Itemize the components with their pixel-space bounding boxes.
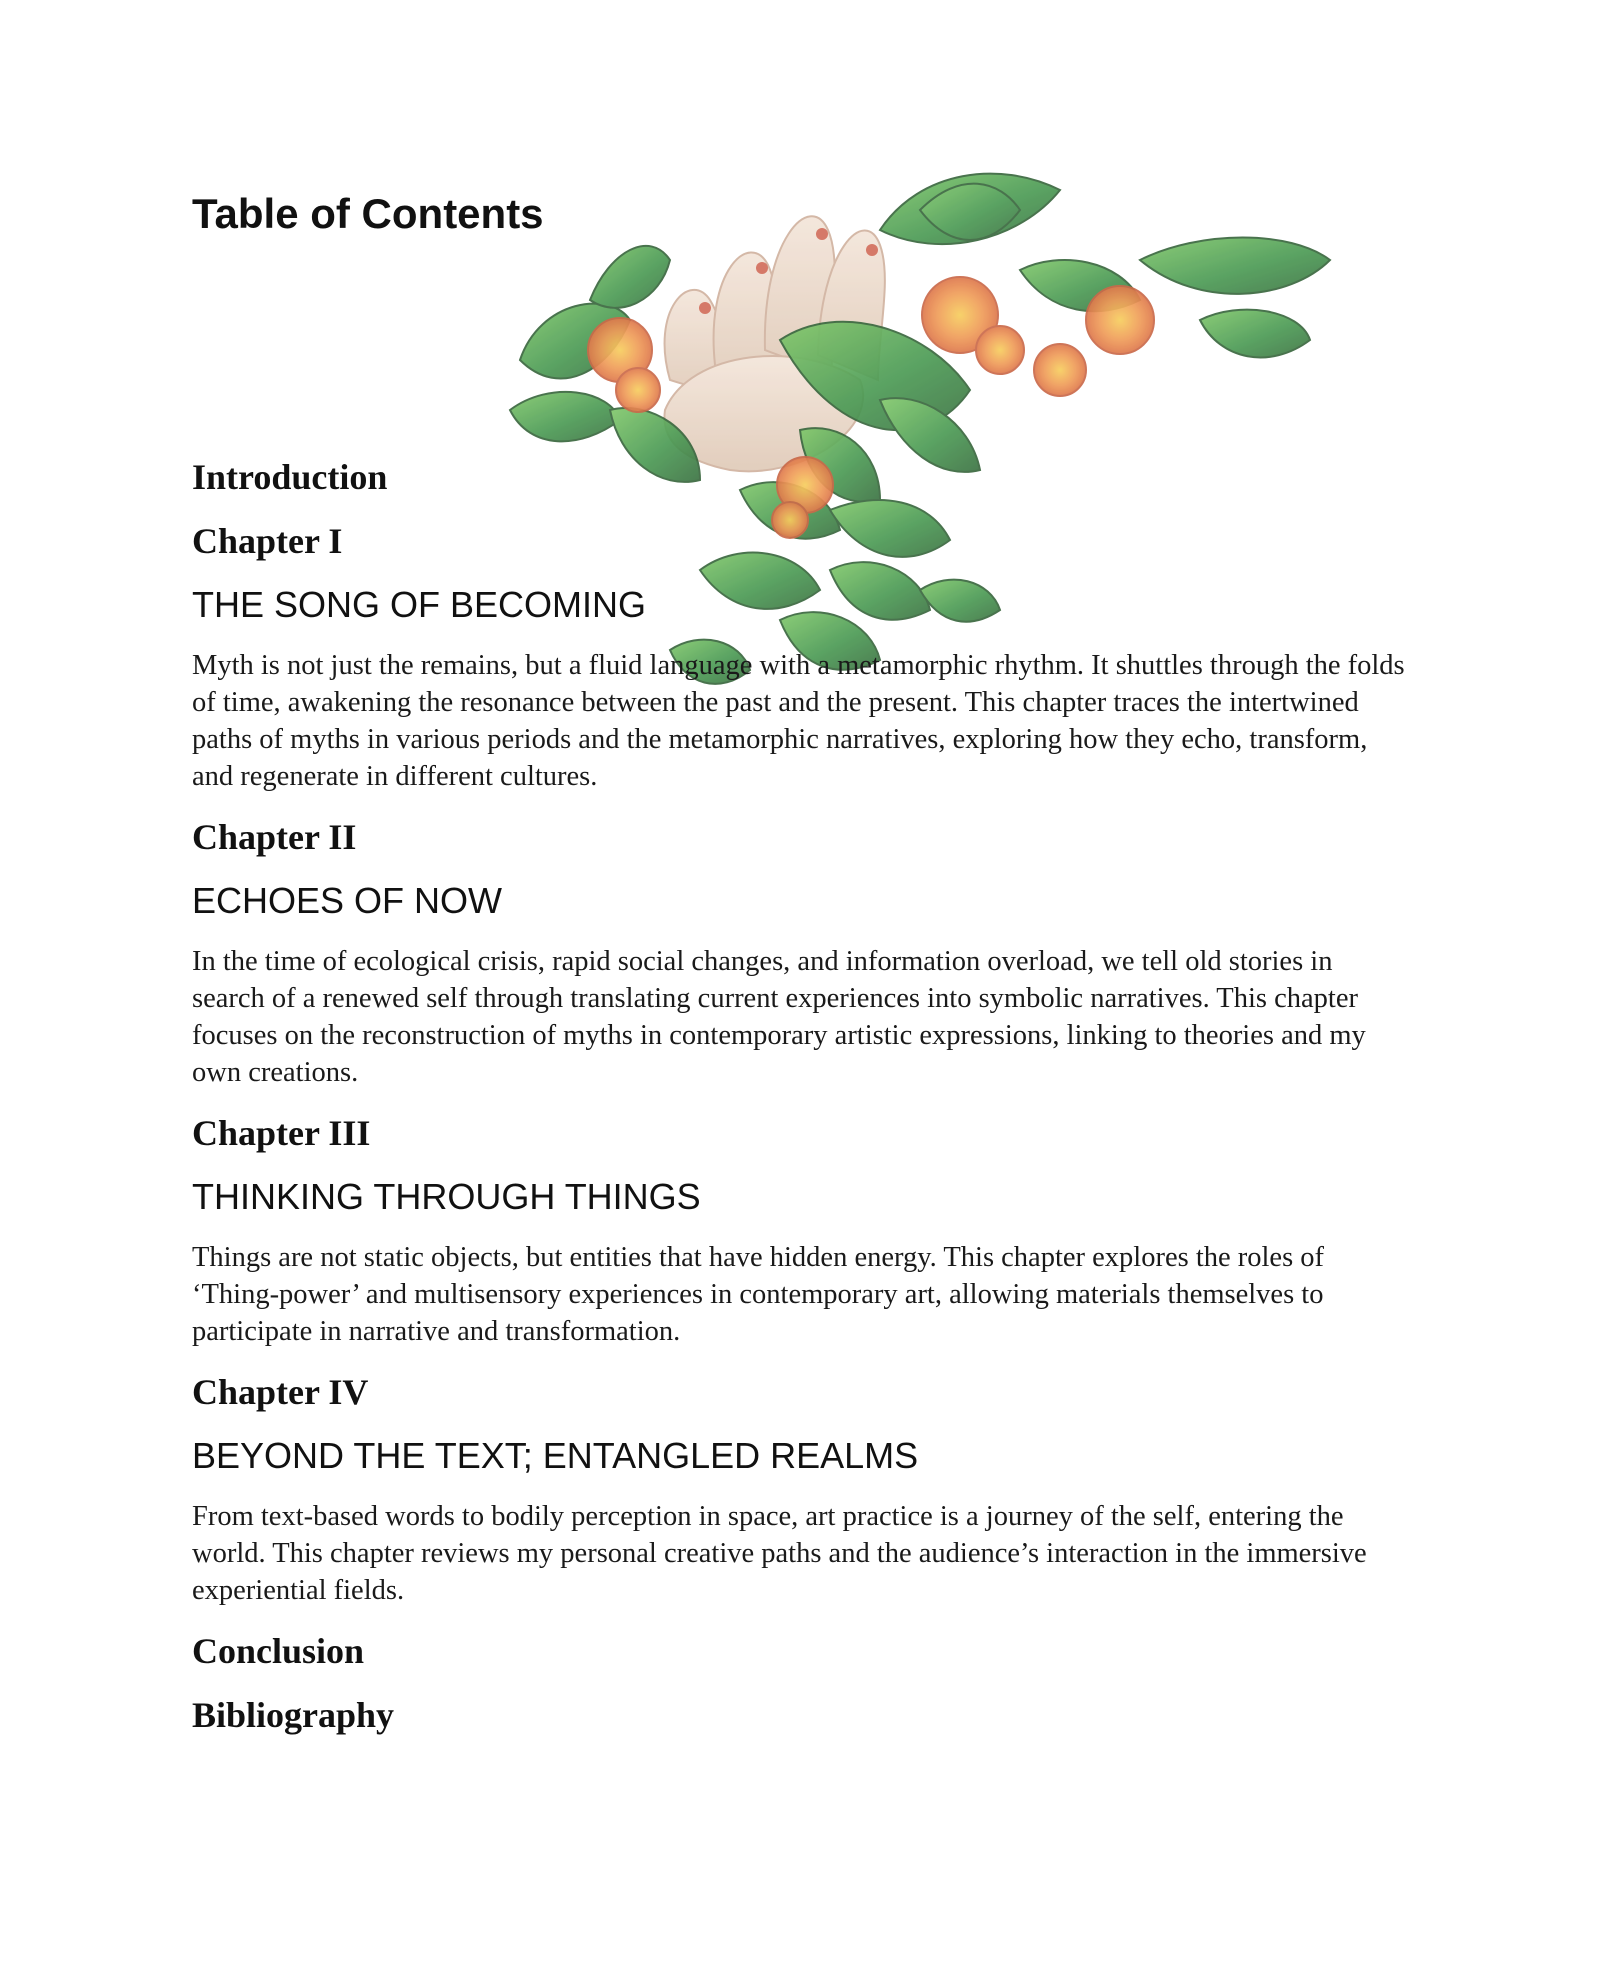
table-of-contents (192, 455, 1412, 1757)
toc-entry-conclusion[interactable]: Conclusion (192, 1631, 365, 1671)
chapter-label[interactable]: Chapter IV (192, 1372, 369, 1412)
chapter-description: In the time of ecological crisis, rapid social changes, and information overload, we tell old stories in search of a renewed self through translating current experiences into symbolic narratives. This chapter focuses on the reconstruction of myths in contemporary artistic expressions, linking to theories and my own creations. (192, 946, 1366, 1088)
page-title: Table of Contents (192, 190, 544, 237)
chapter-title[interactable]: THE SONG OF BECOMING (192, 584, 647, 625)
toc-chapter-4 (192, 1370, 1412, 1609)
chapter-title[interactable]: THINKING THROUGH THINGS (192, 1176, 701, 1217)
chapter-label[interactable]: Chapter III (192, 1113, 371, 1153)
chapter-title[interactable]: BEYOND THE TEXT; ENTANGLED REALMS (192, 1435, 919, 1476)
chapter-description: Myth is not just the remains, but a fluid language with a metamorphic rhythm. It shuttles through the folds of time, awakening the resonance between the past and the present. This chapter traces the intertwined paths of myths in various periods and the metamorphic narratives, exploring how they echo, transform, and regenerate in different cultures. (192, 650, 1405, 792)
chapter-description: From text-based words to bodily perception in space, art practice is a journey of the self, entering the world. This chapter reviews my personal creative paths and the audience’s interaction in the immersive experiential fields. (192, 1501, 1367, 1606)
toc-entry-introduction[interactable]: Introduction (192, 457, 388, 497)
toc-chapter-2 (192, 815, 1412, 1091)
chapter-label[interactable]: Chapter I (192, 521, 343, 561)
toc-chapter-3 (192, 1111, 1412, 1350)
chapter-description: Things are not static objects, but entities that have hidden energy. This chapter explores the roles of ‘Thing-power’ and multisensory experiences in contemporary art, allowing materials themselves to participate in narrative and transformation. (192, 1242, 1325, 1347)
toc-entry-bibliography[interactable]: Bibliography (192, 1695, 395, 1735)
toc-chapter-1 (192, 519, 1412, 795)
chapter-title[interactable]: ECHOES OF NOW (192, 880, 503, 921)
chapter-label[interactable]: Chapter II (192, 817, 357, 857)
